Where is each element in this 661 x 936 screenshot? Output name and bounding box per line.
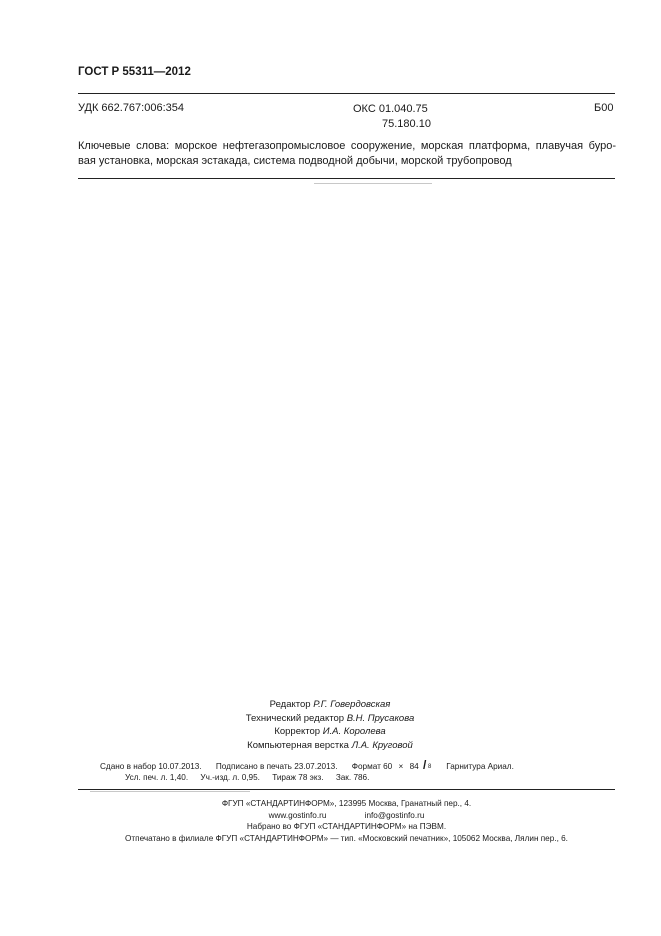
keywords-line-1: Ключевые слова: морское нефтегазопромысловое сооружение, морская платформа, плавучая буро-	[78, 140, 616, 152]
credit-tech-editor-name: В.Н. Прусакова	[346, 712, 415, 724]
publisher-footer	[78, 798, 615, 844]
imprint-format-label: Формат 60	[351, 762, 393, 771]
imprint-format-84: 84	[409, 762, 419, 771]
credit-tech-editor	[100, 712, 560, 726]
udc-code: УДК 662.767:006:354	[78, 102, 184, 114]
imprint-format	[352, 759, 434, 771]
fraction-slash-icon: /	[422, 758, 427, 772]
credit-layout	[100, 739, 560, 753]
faint-show-through-line-2	[90, 791, 250, 792]
keywords-line-2: вая установка, морская эстакада, система подводной добычи, морской трубопровод	[78, 155, 512, 167]
credit-tech-editor-label: Технический редактор	[245, 712, 345, 724]
credit-proofreader-name: И.А. Королева	[322, 726, 386, 737]
footer-typeset: Набрано во ФГУП «СТАНДАРТИНФОРМ» на ПЭВМ.	[246, 822, 447, 831]
imprint-divider	[78, 789, 615, 790]
footer-publisher: ФГУП «СТАНДАРТИНФОРМ», 123995 Москва, Гранатный пер., 4.	[221, 799, 472, 808]
imprint-print-sheets: Усл. печ. л. 1,40.	[125, 773, 189, 782]
footer-website: www.gostinfo.ru	[268, 810, 327, 820]
imprint-row-2	[125, 773, 369, 782]
credit-layout-label: Компьютерная верстка	[247, 739, 349, 751]
group-code: Б00	[594, 102, 614, 114]
imprint-circulation: Тираж 78 экз.	[272, 773, 324, 782]
oks-codes	[353, 102, 431, 132]
faint-show-through-line	[314, 183, 432, 184]
credit-editor	[100, 698, 560, 712]
credit-layout-name: Л.А. Круговой	[351, 739, 413, 751]
keywords-divider	[78, 178, 615, 179]
credit-editor-name: Р.Г. Говердовская	[313, 699, 391, 710]
imprint-format-times: ×	[398, 762, 404, 771]
imprint-order: Зак. 786.	[335, 773, 370, 782]
imprint-submitted: Сдано в набор 10.07.2013.	[100, 762, 202, 771]
keywords-paragraph	[78, 139, 616, 169]
credit-editor-label: Редактор	[269, 699, 311, 710]
header-divider	[78, 93, 615, 94]
imprint-pub-sheets: Уч.-изд. л. 0,95.	[200, 773, 260, 782]
credit-proofreader	[100, 725, 560, 739]
imprint-typeface: Гарнитура Ариал.	[446, 762, 514, 771]
imprint-row-1	[100, 759, 514, 771]
oks-code-2: 75.180.10	[382, 118, 431, 130]
standard-number: ГОСТ Р 55311—2012	[78, 66, 191, 78]
format-fraction	[421, 759, 434, 771]
imprint-signed: Подписано в печать 23.07.2013.	[215, 762, 338, 771]
footer-contacts	[78, 810, 615, 822]
footer-printed: Отпечатано в филиале ФГУП «СТАНДАРТИНФОРМ» — тип. «Московский печатник», 105062 Москва, Лялин пер., 6.	[125, 833, 568, 843]
oks-code-1: ОКС 01.040.75	[353, 103, 428, 115]
credits-block	[100, 698, 560, 752]
footer-email: info@gostinfo.ru	[364, 810, 425, 820]
credit-proofreader-label: Корректор	[274, 726, 321, 737]
imprint-format-8: 8	[427, 764, 432, 770]
